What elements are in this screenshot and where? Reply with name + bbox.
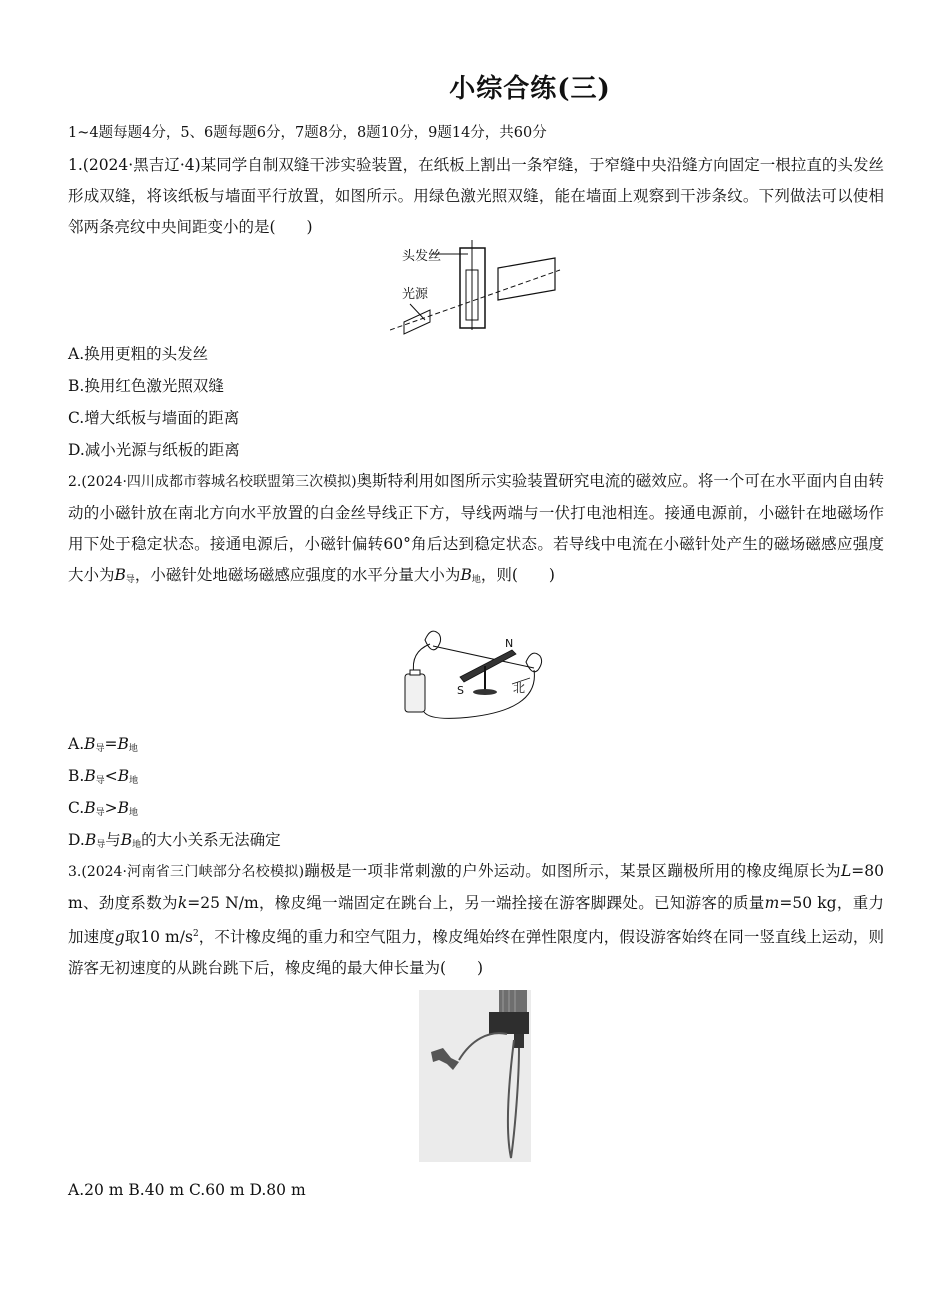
- q2-oersted-figure: [400, 622, 580, 722]
- q3-options: A.20 m B.40 m C.60 m D.80 m: [68, 1181, 306, 1199]
- q1-light-source: [404, 310, 430, 334]
- q2-option-b: $B.B_导<B_地$: [68, 767, 139, 786]
- q1-stem: 1.(2024·黑吉辽·4)某同学自制双缝干涉实验装置，在纸板上割出一条窄缝，于窄缝中央沿缝方向固定一根拉直的头发丝形成双缝，将该纸板与墙面平行放置，如图所示。用绿色激光照双缝，能在墙面上观察到干涉条纹。下列做法可以使相邻两条亮纹中央间距变小的是( ): [68, 156, 884, 236]
- q2-text: 奥斯特利用如图所示实验装置研究电流的磁效应。将一个可在水平面内自由转动的小磁针放在南北方向水平放置的白金丝导线正下方，导线两端与一伏打电池相连。接通电源前，小磁针在地磁场作用下处于稳定状态。接通电源后，小磁针偏转60°角后达到稳定状态。若导线中电流在小磁针处产生的磁场磁感应强度大小为: [68, 472, 884, 584]
- q3-bungee-photo: [419, 990, 531, 1162]
- scoring-note: 1~4题每题4分，5、6题每题6分，7题8分，8题10分，9题14分，共60分: [68, 125, 547, 141]
- q1-double-slit-figure: [390, 240, 565, 340]
- q1-option-d: D.减小光源与纸板的距离: [68, 441, 240, 459]
- q2-stand-base: [473, 689, 497, 695]
- q1-option-b: B.换用红色激光照双缝: [68, 377, 224, 395]
- q2-compass-needle: [460, 650, 516, 682]
- q2-option-c: $C.B_导>B_地$: [68, 799, 139, 818]
- q2-source: 2.(2024·四川成都市蓉城名校联盟第三次模拟): [68, 474, 357, 490]
- q3-source: 3.(2024·河南省三门峡部分名校模拟): [68, 864, 305, 880]
- q2-stem: 2.(2024·四川成都市蓉城名校联盟第三次模拟)奥斯特利用如图所示实验装置研究电流的磁效应。将一个可在水平面内自由转动的小磁针放在南北方向水平放置的白金丝导线正下方，导线两端与一伏打电池相连。接通电源前，小磁针在地磁场作用下处于稳定状态。接通电源后，小磁针偏转60°角后达到稳定状态。若导线中电流在小磁针处产生的磁场磁感应强度大小为$B_导$，小磁针处地磁场磁感应强度的水平分量大小为$B_地$，则( ): [68, 472, 884, 585]
- page-title: 小综合练(三): [449, 74, 611, 104]
- q2-label-n: N: [505, 637, 514, 650]
- q2-label-north: 北: [513, 681, 526, 695]
- q2-label-s: S: [457, 684, 464, 697]
- q2-option-a: $A.B_导=B_地$: [68, 735, 138, 754]
- q2-right-hand: [526, 653, 542, 672]
- q2-battery: [405, 674, 425, 712]
- q1-option-a: A.换用更粗的头发丝: [68, 345, 209, 363]
- q1-source-label: 光源: [402, 287, 429, 302]
- q1-hair-label: 头发丝: [402, 249, 442, 264]
- q2-option-d: $D.B_导$与$B_地$的大小关系无法确定: [68, 831, 281, 850]
- q1-option-c: C.增大纸板与墙面的距离: [68, 409, 240, 427]
- q3-stem: 3.(2024·河南省三门峡部分名校模拟)蹦极是一项非常刺激的户外运动。如图所示，某景区蹦极所用的橡皮绳原长为L=80 m、劲度系数为k=25 N/m，橡皮绳一端固定在跳台上，另一端拴接在游客脚踝处。已知游客的质量m=50 kg，重力加速度g取10 $m/s^2$，不计橡皮绳的重力和空气阻力，橡皮绳始终在弹性限度内，假设游客始终在同一竖直线上运动，则游客无初速度的从跳台跳下后，橡皮绳的最大伸长量为( ): [68, 862, 885, 978]
- q1-wall: [498, 258, 555, 300]
